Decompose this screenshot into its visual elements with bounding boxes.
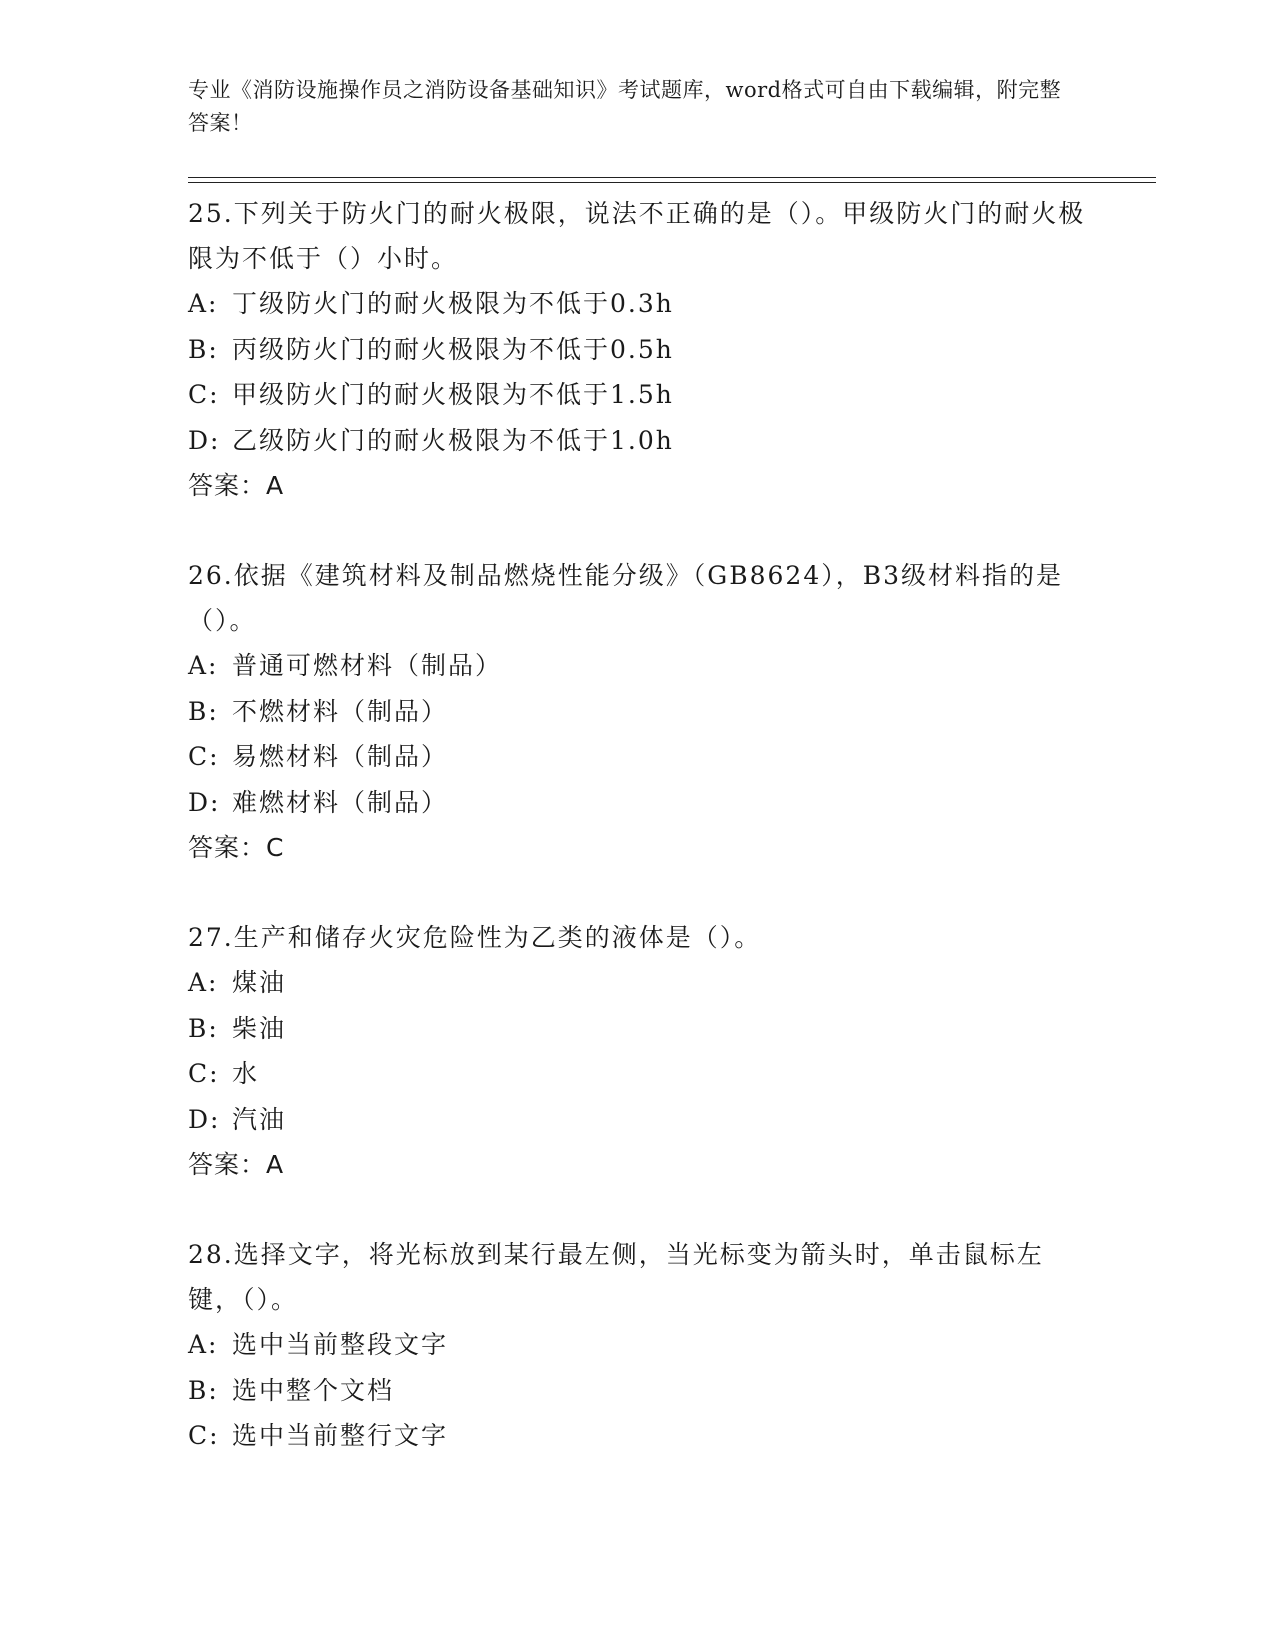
option-a	[188, 1322, 1088, 1368]
option-letter: C:	[188, 742, 220, 771]
question-stem: 26.依据《建筑材料及制品燃烧性能分级》（GB8624），B3级材料指的是（）。	[188, 561, 1064, 635]
option-letter: B:	[188, 696, 219, 726]
option-letter: D:	[188, 425, 221, 455]
option-letter: B:	[188, 1013, 219, 1043]
question-25	[188, 191, 1088, 508]
option-c	[188, 372, 1088, 418]
question-28	[188, 1232, 1088, 1459]
question-list	[188, 191, 1088, 1459]
option-text: 煤油	[232, 968, 287, 997]
option-letter: C:	[188, 1421, 220, 1450]
option-letter: C:	[188, 1059, 220, 1088]
option-b	[188, 327, 1088, 373]
option-b	[188, 1368, 1088, 1414]
option-letter: A:	[188, 968, 219, 997]
option-letter: A:	[188, 651, 219, 680]
document-header: 专业《消防设施操作员之消防设备基础知识》考试题库，word格式可自由下载编辑，附完整答案！	[188, 78, 1062, 135]
question-spacer	[188, 1187, 1088, 1232]
question-stem: 27.生产和储存火灾危险性为乙类的液体是（）。	[188, 923, 762, 952]
option-b	[188, 1006, 1088, 1052]
option-letter: C:	[188, 380, 220, 409]
option-letter: A:	[188, 1330, 219, 1359]
option-text: 乙级防火门的耐火极限为不低于1.0h	[232, 425, 674, 455]
option-letter: D:	[188, 1104, 221, 1134]
option-letter: D:	[188, 787, 221, 817]
question-spacer	[188, 870, 1088, 915]
option-a	[188, 960, 1088, 1006]
option-d	[188, 780, 1088, 826]
question-27	[188, 915, 1088, 1187]
header-rule-thin	[188, 177, 1156, 178]
question-stem: 28.选择文字，将光标放到某行最左侧，当光标变为箭头时，单击鼠标左键，（）。	[188, 1240, 1044, 1314]
option-letter: B:	[188, 334, 219, 364]
option-text: 普通可燃材料（制品）	[232, 651, 503, 680]
option-b	[188, 689, 1088, 735]
option-letter: B:	[188, 1375, 219, 1405]
option-text: 汽油	[232, 1104, 287, 1134]
option-text: 选中整个文档	[232, 1375, 395, 1405]
option-letter: A:	[188, 289, 219, 318]
header-rule-thick	[188, 182, 1156, 183]
option-a	[188, 281, 1088, 327]
option-text: 易燃材料（制品）	[232, 742, 449, 771]
option-text: 不燃材料（制品）	[232, 696, 449, 726]
option-text: 甲级防火门的耐火极限为不低于1.5h	[232, 380, 674, 409]
answer-line: 答案：C	[188, 833, 285, 862]
option-c	[188, 1413, 1088, 1459]
option-text: 柴油	[232, 1013, 287, 1043]
option-c	[188, 734, 1088, 780]
answer-line: 答案：A	[188, 471, 285, 500]
option-d	[188, 418, 1088, 464]
question-26	[188, 553, 1088, 870]
option-text: 难燃材料（制品）	[232, 787, 449, 817]
option-d	[188, 1097, 1088, 1143]
question-stem: 25.下列关于防火门的耐火极限，说法不正确的是（）。甲级防火门的耐火极限为不低于（）小时。	[188, 199, 1086, 273]
option-a	[188, 643, 1088, 689]
option-text: 水	[232, 1059, 260, 1088]
option-c	[188, 1051, 1088, 1097]
question-spacer	[188, 508, 1088, 553]
option-text: 丁级防火门的耐火极限为不低于0.3h	[232, 289, 674, 318]
option-text: 选中当前整行文字	[232, 1421, 449, 1450]
option-text: 丙级防火门的耐火极限为不低于0.5h	[232, 334, 674, 364]
option-text: 选中当前整段文字	[232, 1330, 449, 1359]
answer-line: 答案：A	[188, 1150, 285, 1179]
